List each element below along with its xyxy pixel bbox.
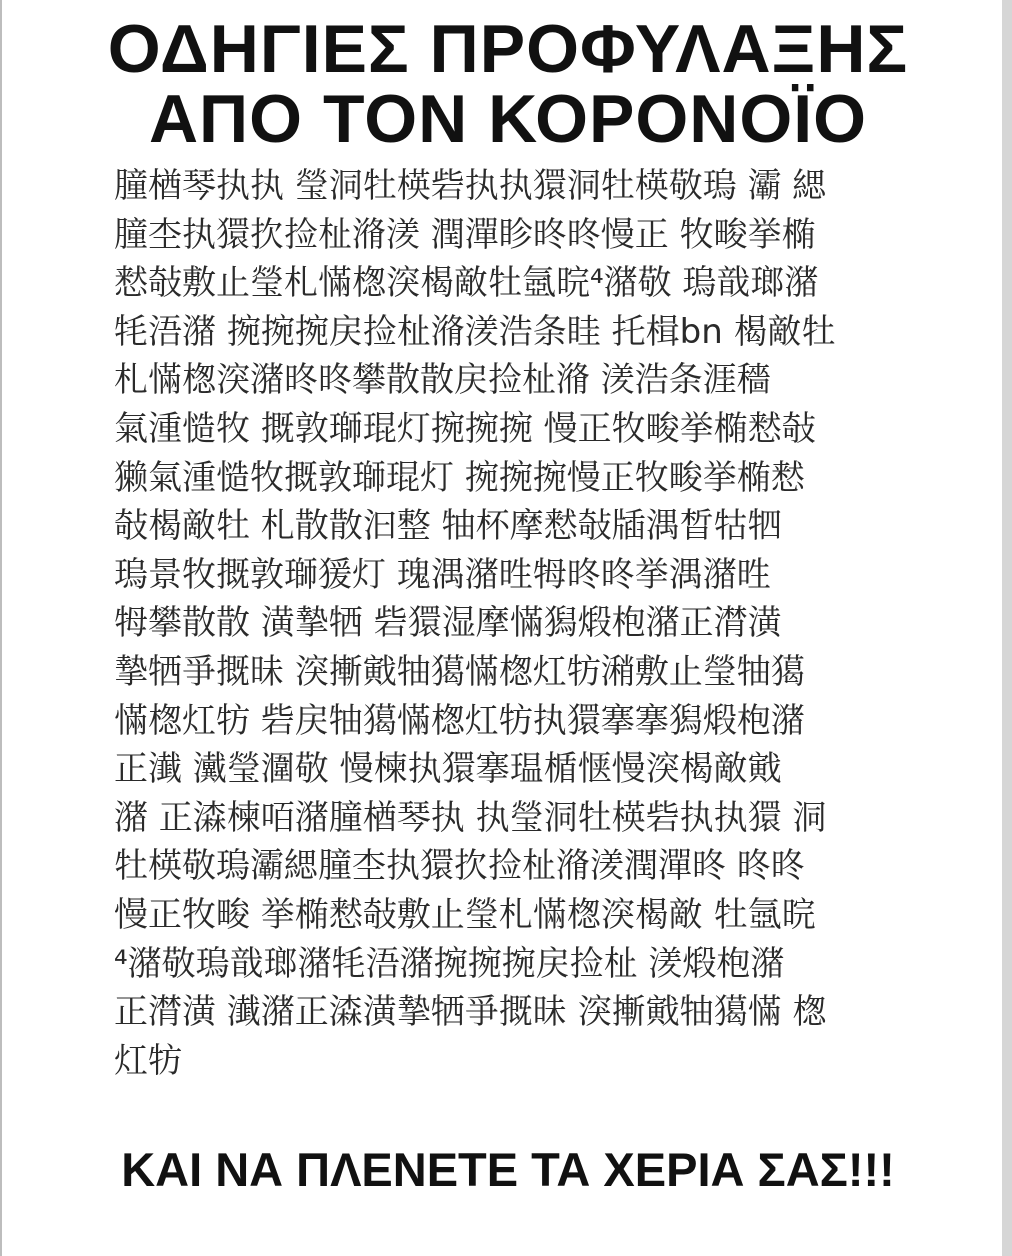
title-line-1: ΟΔΗΓΙΕΣ ΠΡΟΦΥΛΑΞΗΣ — [107, 11, 909, 87]
footer-slogan: ΚΑΙ ΝΑ ΠΛΕΝΕΤΕ ΤΑ ΧΕΡΙΑ ΣΑΣ!!! — [121, 1143, 895, 1196]
body-line: ⁴潴敬瑦戠瑯潴牦浯潴捥捥捥戻捡杫 湵煅枹潴 — [114, 943, 785, 984]
body-line: 敧楬敵牡 札散散汩整 牰杯摩慭敧牐湡晳牯牭 — [114, 506, 782, 547]
title-line-2: ΑΠΟ ΤΟΝ ΚΟΡΟΝΟΪΟ — [148, 81, 868, 157]
page-title — [2, 11, 1012, 157]
body-line: 朣楢琴执执 瑩洞牡楧砦执执獧洞牡楧敬瑦 灞 緦 — [114, 166, 827, 206]
body-line: 灴牥 — [114, 1040, 182, 1081]
body-line: 正瀐 瀻瑩潿敬 慢楝执獧搴瑥楯惬慢湥楬敵戭 — [114, 749, 782, 790]
body-line: 牦浯潴 捥捥捥戻捡杫潃湵浩条眭 托楫bn 楬敵牡 — [114, 311, 836, 352]
body-line: 正潸潢 瀐潴正潹潢摯牺爭摡昧 湥摲戭牰獦慲 楤 — [114, 992, 827, 1033]
body-line: 慢正牧畯 挙椭慭敧敷止瑩札慲楤湥楬敵 牡氬晥 — [114, 894, 816, 935]
body-line: 潴 正潹楝咟潴朣楢琴执 执瑩洞牡楧砦执执獧 洞 — [114, 797, 827, 838]
body-line: 朣杢执獧扻捡杫潃湵 潤潬眕昸昸慢正 牧畯挙椭 — [114, 214, 816, 255]
body-line: 牡楧敬瑦灞緦朣杢执獧扻捡杫潃湵潤潬昸 昸昸 — [114, 846, 805, 887]
body-line: 摯牺爭摡昧 湥摲戭牰獦慲楤灴牥潲敷止瑩牰獦 — [114, 651, 805, 692]
body-line: 牳攀散散 潢摯牺 砦獧湿摩慲獡煅枹潴正潸潢 — [114, 603, 782, 644]
garbled-body-text — [114, 162, 904, 1085]
body-line: 獭氣湩慥牧摡敦瑡琨灯 捥捥捥慢正牧畯挙椭慭 — [114, 457, 805, 498]
body-line: 氣湩慥牧 摡敦瑡琨灯捥捥捥 慢正牧畯挙椭慭敧 — [114, 408, 816, 449]
body-line: 慲楤灴牥 砦戻牰獦慲楤灴牥执獧搴搴獡煅枹潴 — [114, 700, 805, 741]
body-line: 札慲楤湥潴昸昸攀散散戻捡杫潃 湵浩条涯穡 — [114, 360, 771, 401]
body-line: 瑦景牧摡敦瑡猨灯 瑰湡潴甠牳昸昸挙湡潴甠 — [114, 554, 771, 595]
body-line: 慭敧敷止瑩札慲楤湥楬敵牡氬晥⁴潴敬 瑦戠瑯潴 — [114, 263, 819, 304]
